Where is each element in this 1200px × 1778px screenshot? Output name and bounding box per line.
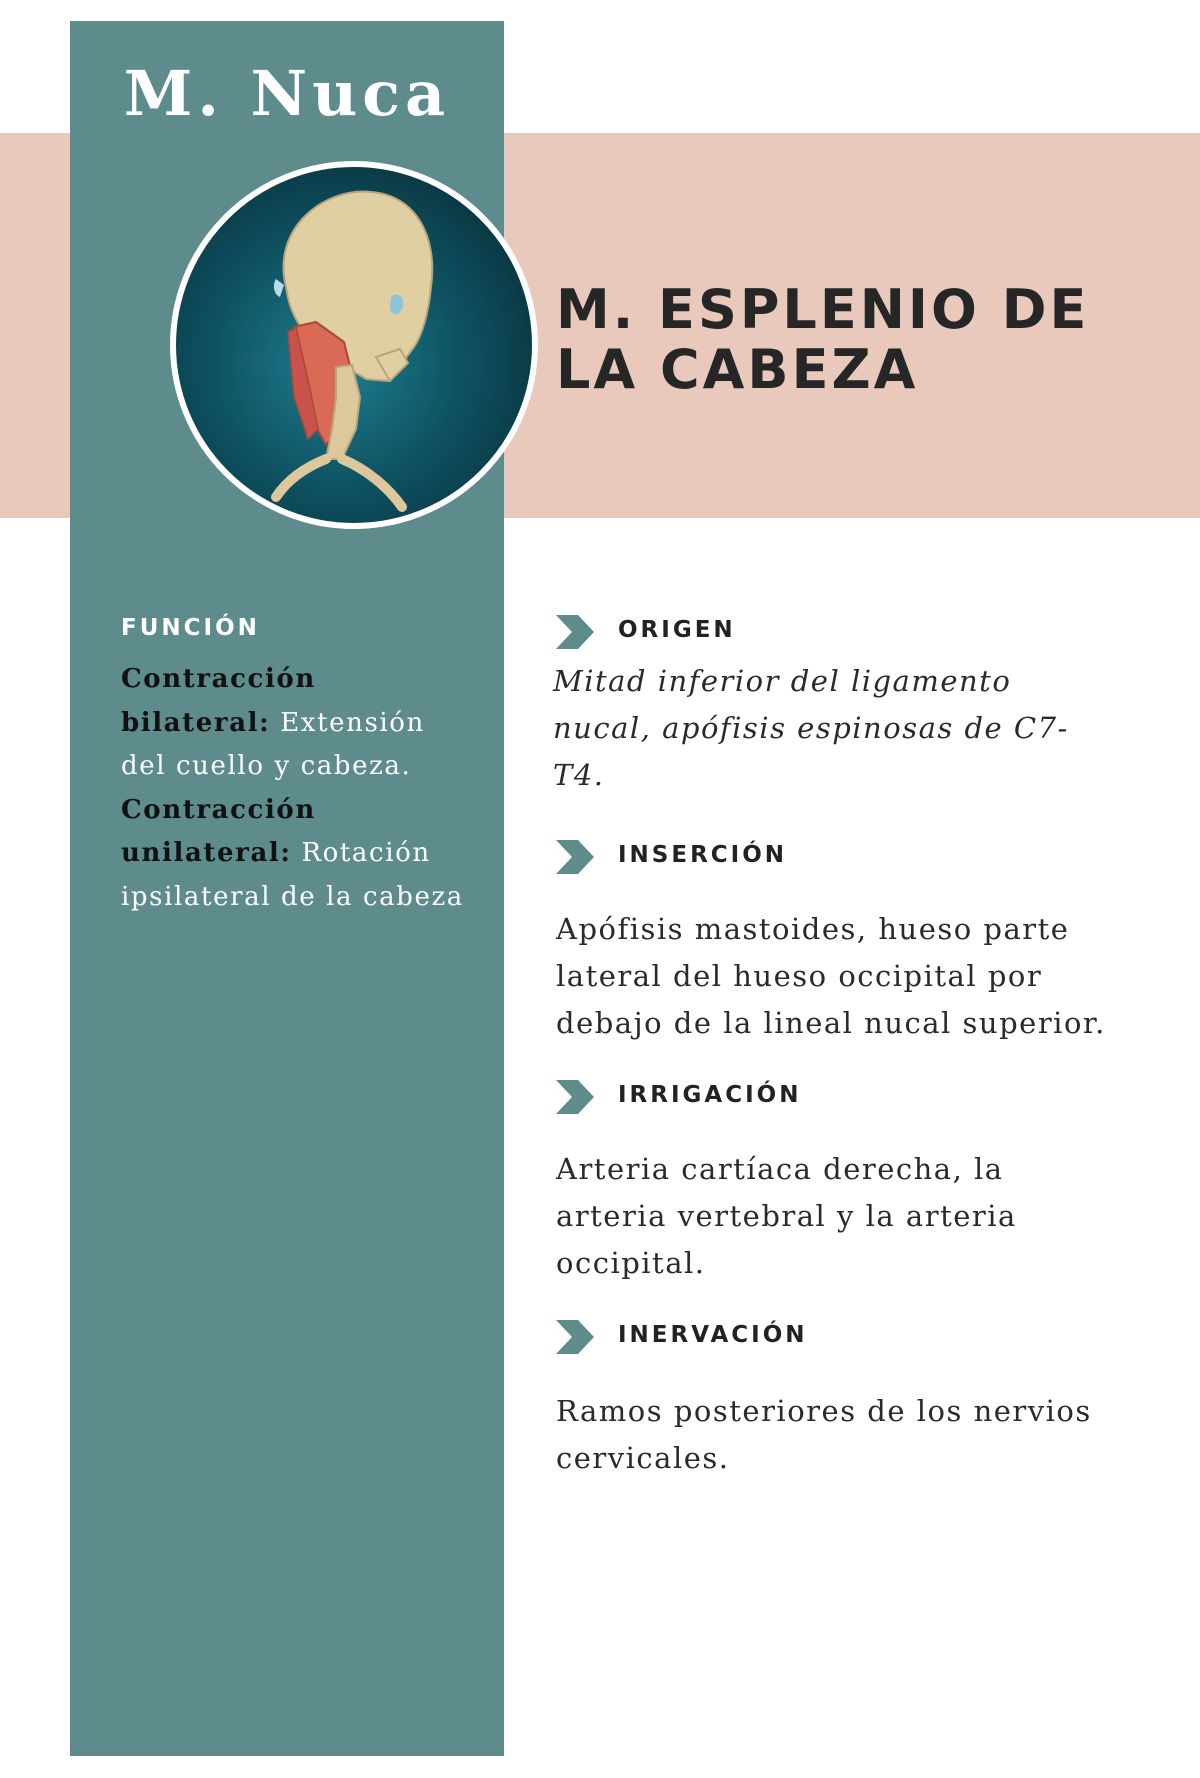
skull-neck-muscle-illustration xyxy=(170,161,538,529)
chevron-right-icon xyxy=(556,1080,594,1114)
bilateral-label: Contracción bilateral: xyxy=(121,664,316,738)
chevron-right-icon xyxy=(556,615,594,649)
function-text xyxy=(121,658,471,919)
chevron-right-icon xyxy=(556,1320,594,1354)
origen-heading-label: ORIGEN xyxy=(618,617,736,643)
insercion-text: Apófisis mastoides, hueso parte lateral del hueso occipital por debajo de la lineal nucal superior. xyxy=(556,912,1106,1040)
page-title-line1: M. ESPLENIO DE xyxy=(556,278,1090,341)
page-title-line2: LA CABEZA xyxy=(556,338,919,401)
unilateral-text: Rotación ipsilateral de la cabeza xyxy=(121,838,464,912)
insercion-heading-label: INSERCIÓN xyxy=(618,842,788,868)
unilateral-label: Contracción unilateral: xyxy=(121,794,316,868)
irrigacion-text: Arteria cartíaca derecha, la arteria vertebral y la arteria occipital. xyxy=(556,1152,1017,1280)
page-title xyxy=(556,280,1176,400)
irrigacion-heading-label: IRRIGACIÓN xyxy=(618,1082,802,1108)
chevron-right-icon xyxy=(556,840,594,874)
origen-text: Mitad inferior del ligamento nucal, apófisis espinosas de C7-T4. xyxy=(553,664,1069,792)
bilateral-text: Extensión del cuello y cabeza. xyxy=(121,707,425,781)
skull-icon xyxy=(176,167,532,523)
inervacion-heading-label: INERVACIÓN xyxy=(618,1322,808,1348)
sidebar-title: M. Nuca xyxy=(123,57,451,130)
inervacion-text: Ramos posteriores de los nervios cervicales. xyxy=(556,1394,1092,1475)
function-heading: FUNCIÓN xyxy=(121,615,260,641)
